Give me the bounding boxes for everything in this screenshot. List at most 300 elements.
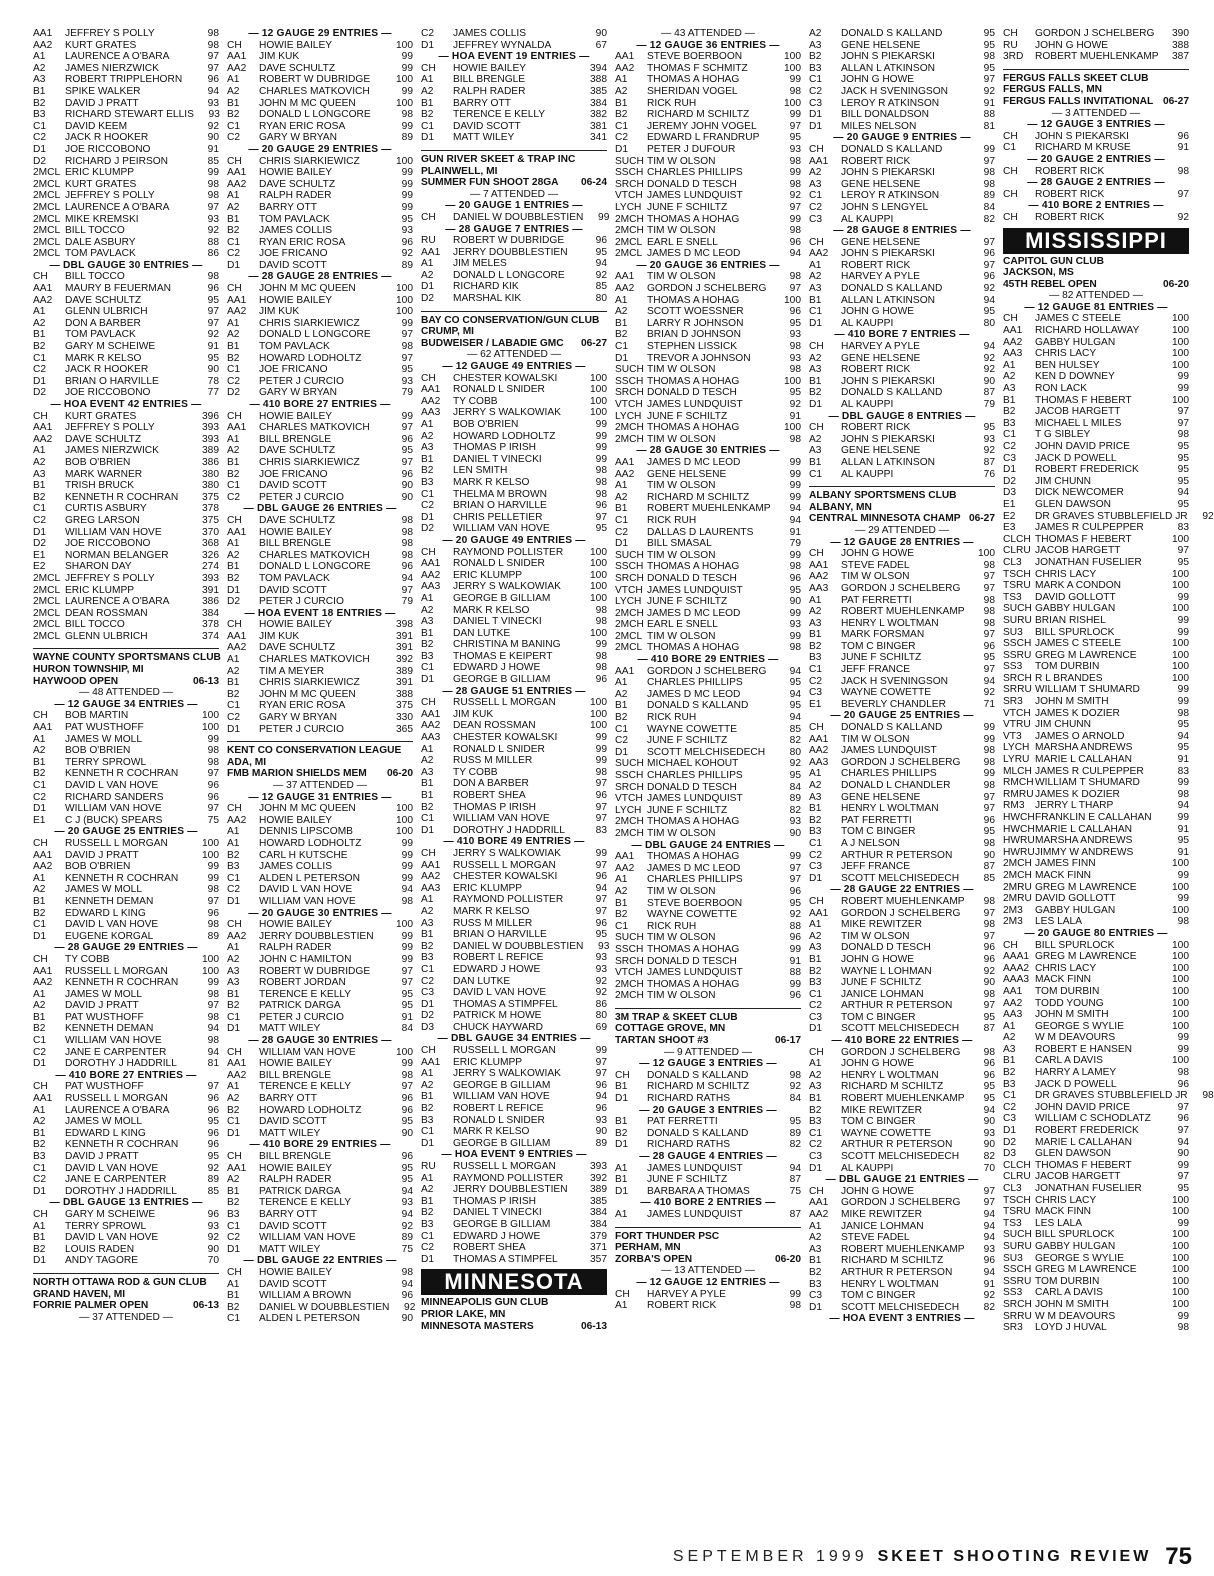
shooter-name: LEROY R ATKINSON (841, 97, 940, 109)
score: 95 (1177, 498, 1189, 510)
score: 89 (401, 1232, 413, 1244)
shooter-name: DAVE SCHULTZ (259, 445, 336, 457)
score: 99 (595, 453, 607, 465)
shooter-name: PAT WUSTHOFF (65, 1011, 144, 1023)
shooter-name: TERENCE E KELLY (453, 109, 546, 121)
result-row (33, 225, 219, 237)
result-row (809, 202, 995, 214)
result-row (421, 558, 607, 570)
club-location: PERHAM, MN (615, 1242, 681, 1254)
score: 98 (401, 109, 413, 121)
score: 90 (207, 132, 219, 144)
shooter-name: THOMAS P IRISH (453, 442, 537, 454)
shooter-name: PETER J DUFOUR (647, 143, 736, 155)
shooter-name: WAYNE COWETTE (647, 723, 737, 735)
shooter-name: GENE HELSENE (841, 178, 921, 190)
result-row (809, 652, 995, 664)
shoot-date: 06-27 (580, 337, 607, 349)
result-row (809, 51, 995, 63)
shooter-name: BRIAN D JOHNSON (647, 329, 741, 341)
class-code: A2 (615, 85, 628, 97)
score: 100 (1172, 962, 1189, 974)
result-row (33, 780, 219, 792)
shooter-name: JOHN DAVID PRICE (1035, 441, 1130, 452)
result-row (421, 1103, 607, 1115)
class-code: CH (809, 143, 824, 155)
class-code: A1 (227, 1081, 240, 1093)
shooter-name: RICHARD SANDERS (65, 791, 164, 803)
result-row (227, 1232, 413, 1244)
result-row (809, 1151, 995, 1163)
class-code: C1 (809, 1127, 823, 1139)
result-row (1003, 1021, 1189, 1033)
shooter-name: ROBERT MUEHLENKAMP (841, 606, 965, 618)
score: 80 (983, 317, 995, 329)
result-row (421, 605, 607, 617)
score: 82 (789, 804, 801, 816)
result-row (421, 918, 607, 930)
shooter-name: WILLIAM A BROWN (259, 1290, 352, 1302)
class-code: E3 (1003, 522, 1016, 534)
score: 96 (401, 1104, 413, 1116)
class-code: A2 (227, 665, 240, 677)
shooter-name: JOHN S PIEKARSKI (841, 167, 935, 179)
score: 368 (202, 538, 219, 550)
shooter-name: TIM W OLSON (647, 990, 716, 1002)
result-row (227, 457, 413, 469)
shooter-name: PETER J CURCIO (259, 491, 344, 503)
shooter-name: DALLAS D LAURENTS (647, 526, 754, 538)
class-code: TS3 (1003, 1217, 1022, 1229)
result-row (421, 121, 607, 133)
shooter-name: BOB O'BRIEN (65, 745, 131, 757)
score: 100 (1172, 672, 1189, 684)
score: 100 (1172, 1264, 1189, 1276)
class-code: B2 (809, 814, 822, 826)
score: 100 (1172, 325, 1189, 337)
score: 95 (1177, 1183, 1189, 1194)
result-row (33, 1232, 219, 1244)
shooter-name: BARBARA A THOMAS (647, 1185, 750, 1197)
class-code: A1 (33, 51, 46, 63)
score: 99 (207, 872, 219, 884)
result-row (421, 940, 610, 953)
class-code: TSCH (1003, 568, 1031, 580)
score: 97 (401, 329, 413, 341)
class-code: CH (227, 619, 242, 631)
score: 330 (396, 712, 413, 724)
class-code: 2MCL (33, 236, 61, 248)
class-code: B2 (33, 907, 46, 919)
score: 100 (396, 97, 413, 109)
score: 80 (789, 746, 801, 758)
class-code: AA2 (33, 861, 53, 873)
result-row (33, 1000, 219, 1012)
shooter-name: ERIC KLUMPP (65, 584, 135, 596)
class-code: B3 (421, 952, 434, 964)
class-code: AA3 (421, 732, 441, 744)
class-code: A3 (421, 917, 434, 929)
class-code: B3 (1003, 417, 1016, 429)
result-row (421, 1080, 607, 1092)
result-row (421, 407, 607, 419)
score: 96 (207, 1127, 219, 1139)
result-row (421, 1138, 607, 1150)
class-code: AA2 (809, 248, 829, 260)
result-row (227, 538, 413, 550)
score: 95 (401, 1116, 413, 1128)
event-header: — 410 BORE 49 ENTRIES — (443, 836, 585, 848)
class-code: CH (227, 39, 242, 51)
score: 75 (789, 1185, 801, 1197)
score: 98 (983, 988, 995, 1000)
shooter-name: LARRY R JOHNSON (647, 317, 744, 329)
score: 93 (789, 352, 801, 364)
class-code: AA2 (1003, 336, 1023, 348)
shooter-name: DAVID SCOTT (453, 120, 521, 132)
class-code: SSCH (615, 943, 644, 955)
shooter-name: A J NELSON (841, 837, 900, 849)
class-code: A2 (33, 1116, 46, 1128)
score: 95 (401, 988, 413, 1000)
class-code: D1 (227, 1023, 241, 1035)
shooter-name: TRISH BRUCK (65, 480, 135, 492)
class-code: D2 (33, 387, 47, 399)
shoot-name: FERGUS FALLS INVITATIONAL (1003, 95, 1154, 107)
result-row (227, 826, 413, 838)
score: 99 (207, 733, 219, 745)
class-code: C1 (1003, 429, 1017, 441)
class-code: C1 (809, 837, 823, 849)
result-row (615, 318, 801, 330)
result-row (33, 538, 219, 550)
result-row (809, 387, 995, 399)
score: 97 (983, 907, 995, 919)
class-code: AA1 (227, 1058, 247, 1070)
class-code: 2MCL (615, 248, 643, 260)
class-code: SRCH (615, 955, 644, 967)
class-code: CH (809, 1046, 824, 1058)
shooter-name: JAMES D MC LEOD (647, 456, 741, 468)
result-row (421, 860, 607, 872)
result-row (1003, 951, 1189, 963)
result-row (809, 1232, 995, 1244)
class-code: B1 (33, 895, 46, 907)
score: 98 (983, 594, 995, 606)
shooter-name: CHESTER KOWALSKI (453, 732, 558, 744)
result-row (227, 550, 413, 562)
score: 95 (983, 652, 995, 664)
result-row (33, 1035, 219, 1047)
result-row (33, 908, 219, 920)
class-code: D2 (227, 596, 241, 608)
result-row (1003, 638, 1189, 650)
result-row (1003, 696, 1189, 708)
result-row (615, 225, 801, 237)
shooter-name: STEVE FADEL (841, 559, 910, 571)
result-row (33, 1163, 219, 1175)
result-row (227, 109, 413, 121)
event-header: — 12 GAUGE 36 ENTRIES — (636, 39, 780, 51)
shooter-name: BILL SPURLOCK (1035, 626, 1115, 638)
class-code: 2MCL (33, 584, 61, 596)
class-code: A2 (227, 445, 240, 457)
shooter-name: THOMAS A HOHAG (647, 642, 740, 654)
shooter-name: RUSSELL L MORGAN (453, 1161, 556, 1172)
score: 70 (207, 1255, 219, 1267)
score: 93 (595, 963, 607, 975)
result-row (809, 815, 995, 827)
class-code: AA2 (421, 395, 441, 407)
event-header: — HOA EVENT 18 ENTRIES — (244, 607, 396, 619)
class-code: B1 (227, 341, 240, 353)
club-name: GUN RIVER SKEET & TRAP INC (421, 153, 576, 165)
shooter-name: HOWIE BAILEY (453, 62, 527, 74)
score: 88 (207, 236, 219, 248)
result-row (421, 1115, 607, 1127)
result-row (421, 1231, 607, 1243)
score: 100 (1172, 1206, 1189, 1218)
class-code: D2 (421, 1010, 435, 1022)
class-code: B1 (421, 453, 434, 465)
shooter-name: LAURENCE A O'BARA (65, 51, 170, 63)
result-row (1003, 1137, 1189, 1149)
result-row (1003, 441, 1189, 453)
class-code: C2 (1003, 1101, 1017, 1113)
result-row (33, 1255, 219, 1267)
shooter-name: KENNETH DEMAN (65, 1023, 154, 1035)
score: 97 (1177, 406, 1189, 418)
class-code: B2 (227, 1301, 240, 1313)
result-row (1003, 940, 1189, 952)
shooter-name: AL KAUPPI (841, 468, 894, 480)
result-row (809, 1302, 995, 1314)
shooter-name: GORDON J SCHELBERG (841, 1197, 961, 1209)
event-header: — HOA EVENT 9 ENTRIES — (441, 1149, 587, 1161)
result-row (809, 422, 995, 434)
result-row (1003, 1195, 1189, 1207)
shooter-name: GENE HELSENE (841, 791, 921, 803)
result-row (1003, 592, 1189, 604)
score: 98 (983, 167, 995, 179)
score: 100 (396, 283, 413, 295)
class-code: AA1 (227, 526, 247, 538)
class-code: D3 (1003, 487, 1017, 499)
score: 97 (595, 894, 607, 906)
class-code: B2 (227, 1104, 240, 1116)
shooter-name: ERIC KLUMPP (453, 569, 523, 581)
result-row (33, 132, 219, 144)
class-code: AA1 (33, 283, 53, 295)
shooter-name: JEFFREY S POLLY (65, 422, 155, 434)
shooter-name: GREG M LAWRENCE (1035, 881, 1137, 893)
class-code: D2 (33, 155, 47, 167)
class-code: RU (421, 1161, 436, 1172)
score: 100 (590, 372, 607, 384)
class-code: B2 (421, 109, 434, 121)
result-row (33, 573, 219, 585)
score: 100 (202, 953, 219, 965)
score: 95 (789, 897, 801, 909)
score: 97 (595, 1068, 607, 1080)
score: 90 (983, 1139, 995, 1151)
result-row (227, 422, 413, 434)
score: 98 (401, 514, 413, 526)
result-row (809, 376, 995, 388)
shooter-name: DAVID GOLLOTT (1035, 893, 1116, 905)
score: 371 (590, 1242, 607, 1254)
shooter-name: DONALD L CHANDLER (841, 780, 951, 791)
shooter-name: MACK FINN (1035, 1206, 1092, 1218)
class-code: B2 (809, 965, 822, 977)
shooter-name: JOHN M SMITH (1035, 696, 1109, 708)
shooter-name: EDWARD J HOWE (453, 1230, 541, 1242)
shooter-name: RONALD L SNIDER (453, 558, 545, 570)
shooter-name: THOMAS E KEIPERT (453, 650, 553, 662)
class-code: D2 (421, 523, 435, 535)
class-code: A1 (33, 445, 46, 457)
result-row (33, 1151, 219, 1163)
result-row (1003, 870, 1189, 882)
result-row (615, 515, 801, 527)
shooter-name: TOM PAVLACK (259, 341, 330, 353)
class-code: A2 (615, 688, 628, 700)
result-row (809, 826, 995, 838)
club-location: PRIOR LAKE, MN (421, 1308, 506, 1320)
class-code: A2 (227, 549, 240, 561)
shooter-name: PAT FERRETTI (841, 814, 912, 826)
result-row (809, 353, 995, 365)
shooter-name: JAMES R CULPEPPER (1035, 522, 1144, 534)
class-code: A1 (421, 1068, 434, 1080)
class-code: AA1 (227, 51, 247, 63)
score: 91 (789, 410, 801, 422)
score: 97 (595, 511, 607, 523)
shooter-name: DONALD D TESCH (647, 387, 737, 399)
class-code: C1 (33, 120, 47, 132)
score: 93 (789, 143, 801, 155)
result-row (809, 989, 995, 1001)
score: 94 (983, 675, 995, 687)
score: 98 (1177, 429, 1189, 441)
score: 99 (789, 1288, 801, 1300)
result-row (1003, 800, 1189, 812)
shooter-name: EDWARD J HOWE (453, 662, 541, 674)
result-row (615, 190, 801, 202)
result-row (1003, 1253, 1189, 1265)
score: 391 (396, 677, 413, 689)
shooter-name: ROBERT W DUBRIDGE (259, 965, 371, 977)
shooter-name: JOHN M MC QUEEN (259, 803, 356, 815)
class-code: B1 (615, 1174, 628, 1186)
result-row (227, 1174, 413, 1186)
result-row (227, 179, 413, 191)
score: 100 (396, 74, 413, 86)
score: 95 (789, 584, 801, 596)
class-code: TSRU (1003, 580, 1031, 592)
shooter-name: TIM W OLSON (841, 930, 910, 942)
event-header: — DBL GAUGE 13 ENTRIES — (49, 1197, 203, 1209)
class-code: AA1 (615, 665, 635, 677)
score: 93 (207, 213, 219, 225)
class-code: A1 (615, 480, 628, 492)
shooter-name: DANIEL W DOUBBLESTIEN (453, 940, 584, 952)
score: 97 (207, 62, 219, 74)
class-code: A2 (421, 604, 434, 616)
score: 85 (595, 281, 607, 293)
result-row (615, 550, 801, 562)
shooter-name: CHRIS SIARKIEWICZ (259, 677, 360, 689)
class-code: C1 (809, 306, 823, 318)
shooter-name: JERRY L THARP (1035, 800, 1114, 812)
class-code: A3 (1003, 383, 1016, 395)
class-code: AAA3 (1003, 974, 1030, 986)
class-code: A2 (227, 201, 240, 213)
class-code: A2 (421, 85, 434, 97)
class-code: 2MCL (33, 213, 61, 225)
score: 100 (1172, 603, 1189, 615)
score: 94 (983, 1232, 995, 1244)
shooter-name: HARRY A LAMEY (1035, 1067, 1117, 1079)
shooter-name: RICHARD M SCHILTZ (647, 491, 750, 503)
shooter-name: DONALD S KALLAND (841, 722, 943, 734)
shooter-name: JAMES C STEELE (1035, 638, 1122, 650)
result-row (615, 932, 801, 944)
result-row (1003, 1241, 1189, 1253)
class-code: B2 (421, 1207, 434, 1219)
score: 96 (595, 500, 607, 512)
score: 97 (401, 584, 413, 596)
result-row (1003, 661, 1189, 673)
result-row (809, 618, 995, 630)
score: 96 (595, 674, 607, 686)
result-row (421, 976, 607, 988)
score: 85 (983, 872, 995, 884)
score: 388 (396, 688, 413, 700)
score: 93 (983, 433, 995, 445)
class-code: SUCH (1003, 1229, 1032, 1241)
shooter-name: DONALD L LONGCORE (453, 269, 565, 281)
result-row (1003, 395, 1189, 407)
club-header (227, 741, 413, 780)
result-row (809, 873, 995, 885)
class-code: A2 (615, 306, 628, 318)
class-code: CH (809, 722, 824, 734)
result-row (421, 720, 607, 732)
score: 91 (1177, 142, 1189, 154)
result-row (615, 1163, 801, 1175)
shooter-name: THOMAS P IRISH (453, 1195, 537, 1207)
class-code: A1 (33, 733, 46, 745)
class-code: C2 (615, 132, 629, 144)
result-row (227, 156, 413, 168)
score: 99 (789, 456, 801, 468)
shooter-name: HENRY L WOLTMAN (841, 617, 939, 629)
result-row (33, 237, 219, 249)
score: 96 (789, 932, 801, 944)
result-row (615, 480, 801, 492)
result-row (809, 1047, 995, 1059)
class-code: CH (421, 62, 436, 74)
shooter-name: ROBERT RICK (841, 155, 911, 167)
score: 91 (1177, 846, 1189, 858)
score: 100 (784, 375, 801, 387)
result-row (809, 1023, 995, 1035)
shooter-name: JOHN M SMITH (1035, 1298, 1109, 1310)
class-code: D2 (33, 538, 47, 550)
shooter-name: DANIEL W DOUBBLESTIEN (453, 211, 584, 223)
class-code: A2 (33, 884, 46, 896)
